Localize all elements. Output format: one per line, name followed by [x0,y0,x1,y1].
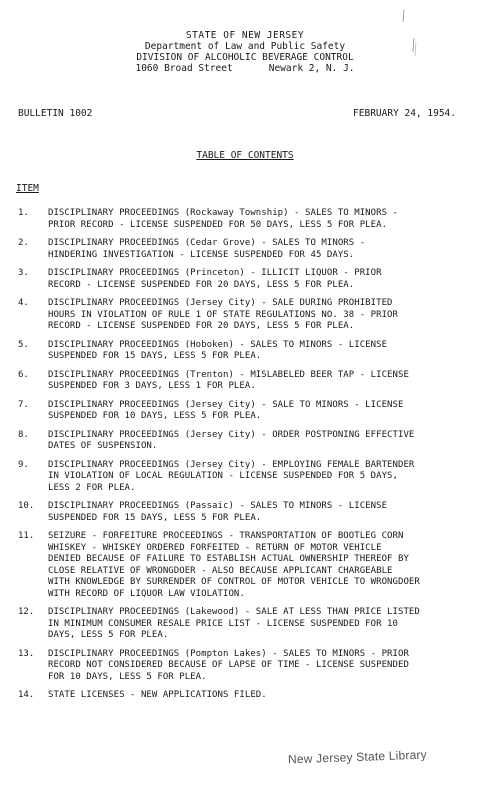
toc-item [18,430,478,453]
item-number: 11. [18,531,35,541]
item-number: 3. [18,268,29,278]
toc-item [18,531,478,600]
item-text: DISCIPLINARY PROCEEDINGS (Jersey City) - EMPLOYING FEMALE BARTENDER IN VIOLATION OF LOCAL REGULATION - LICENSE SUSPENDED FOR 5 DAYS, LESS 2 FOR PLEA. [48,459,415,493]
toc-item [18,340,478,363]
toc-item [18,208,478,231]
item-number: 7. [18,399,29,410]
item-number: 2. [18,238,29,248]
toc-item [18,649,478,684]
toc-item [18,501,478,524]
item-text: DISCIPLINARY PROCEEDINGS (Cedar Grove) - SALES TO MINORS - HINDERING INVESTIGATION - LICENSE SUSPENDED FOR 45 DAYS. [48,238,366,260]
item-number: 4. [18,298,29,308]
toc-item [18,268,478,291]
item-number: 12. [18,607,35,617]
item-text: DISCIPLINARY PROCEEDINGS (Pompton Lakes) - SALES TO MINORS - PRIOR RECORD NOT CONSIDERED BECAUSE OF LAPSE OF TIME - LICENSE SUSPENDED FOR 10 DAYS, LESS 5 FOR PLEA. [48,648,409,682]
toc-item [18,690,478,702]
item-number: 9. [18,459,29,470]
item-text: DISCIPLINARY PROCEEDINGS (Hoboken) - SALES TO MINORS - LICENSE SUSPENDED FOR 15 DAYS, LESS 5 FOR PLEA. [48,339,388,361]
library-stamp: New Jersey State Library [287,747,428,767]
item-number: 5. [18,339,29,350]
item-text: SEIZURE - FORFEITURE PROCEEDINGS - TRANSPORTATION OF BOOTLEG CORN WHISKEY - WHISKEY ORDERED FORFEITED - RETURN OF MOTOR VEHICLE DENIED BECAUSE OF FAILURE TO ESTABLISH ACTUAL OWNERSHIP THEREOF BY CLOSE RELATIVE OF WRONGDOER - ALSO BECAUSE APPLICANT CHARGEABLE WITH KNOWLEDGE BY SURRENDER OF CONTROL OF MOTOR VEHICLE TO WRONGDOER WITH RECORD OF LIQUOR LAW VIOLATION. [48,531,420,599]
bulletin-number: BULLETIN 1002 [18,108,93,119]
department-name: Department of Law and Public Safety [144,41,346,52]
city: Newark 2, N. J. [268,63,355,74]
state-name: STATE OF NEW JERSEY [185,30,305,41]
street-address: 1060 Broad Street [135,63,233,74]
item-number: 8. [18,429,29,440]
toc-title: TABLE OF CONTENTS [196,150,294,161]
item-number: 1. [18,208,29,218]
item-text: STATE LICENSES - NEW APPLICATIONS FILED. [48,690,267,700]
letterhead [0,30,490,74]
toc-item [18,607,478,642]
item-text: DISCIPLINARY PROCEEDINGS (Lakewood) - SALE AT LESS THAN PRICE LISTED IN MINIMUM CONSUMER RESALE PRICE LIST - LICENSE SUSPENDED FOR 10 DAYS, LESS 5 FOR PLEA. [48,607,420,640]
item-text: DISCIPLINARY PROCEEDINGS (Trenton) - MISLABELED BEER TAP - LICENSE SUSPENDED FOR 3 DAYS, LESS 1 FOR PLEA. [48,369,409,391]
toc-item [18,460,478,495]
item-text: DISCIPLINARY PROCEEDINGS (Passaic) - SALES TO MINORS - LICENSE SUSPENDED FOR 15 DAYS, LESS 5 FOR PLEA. [48,501,388,523]
toc-item [18,370,478,393]
item-text: DISCIPLINARY PROCEEDINGS (Princeton) - ILLICIT LIQUOR - PRIOR RECORD - LICENSE SUSPENDED FOR 20 DAYS, LESS 5 FOR PLEA. [48,268,382,290]
address-line [0,63,490,74]
item-heading: ITEM [16,183,39,194]
bulletin-date: FEBRUARY 24, 1954. [353,108,456,119]
division-name: DIVISION OF ALCOHOLIC BEVERAGE CONTROL [136,52,354,63]
item-number: 13. [18,648,35,659]
item-number: 6. [18,369,29,380]
toc-item [18,400,478,423]
item-number: 10. [18,501,35,511]
item-text: DISCIPLINARY PROCEEDINGS (Jersey City) - SALE DURING PROHIBITED HOURS IN VIOLATION OF RULE 1 OF STATE REGULATIONS NO. 38 - PRIOR RECORD - LICENSE SUSPENDED FOR 20 DAYS, LESS 5 FOR PLEA. [48,298,398,331]
toc-item [18,238,478,261]
item-text: DISCIPLINARY PROCEEDINGS (Jersey City) - ORDER POSTPONING EFFECTIVE DATES OF SUSPENSION. [48,429,415,451]
item-number: 14. [18,690,35,700]
item-text: DISCIPLINARY PROCEEDINGS (Rockaway Township) - SALES TO MINORS - PRIOR RECORD - LICENSE SUSPENDED FOR 50 DAYS, LESS 5 FOR PLEA. [48,208,398,230]
toc-item [18,298,478,333]
item-text: DISCIPLINARY PROCEEDINGS (Jersey City) - SALE TO MINORS - LICENSE SUSPENDED FOR 10 DAYS, LESS 5 FOR PLEA. [48,399,404,421]
toc-list [18,208,478,709]
